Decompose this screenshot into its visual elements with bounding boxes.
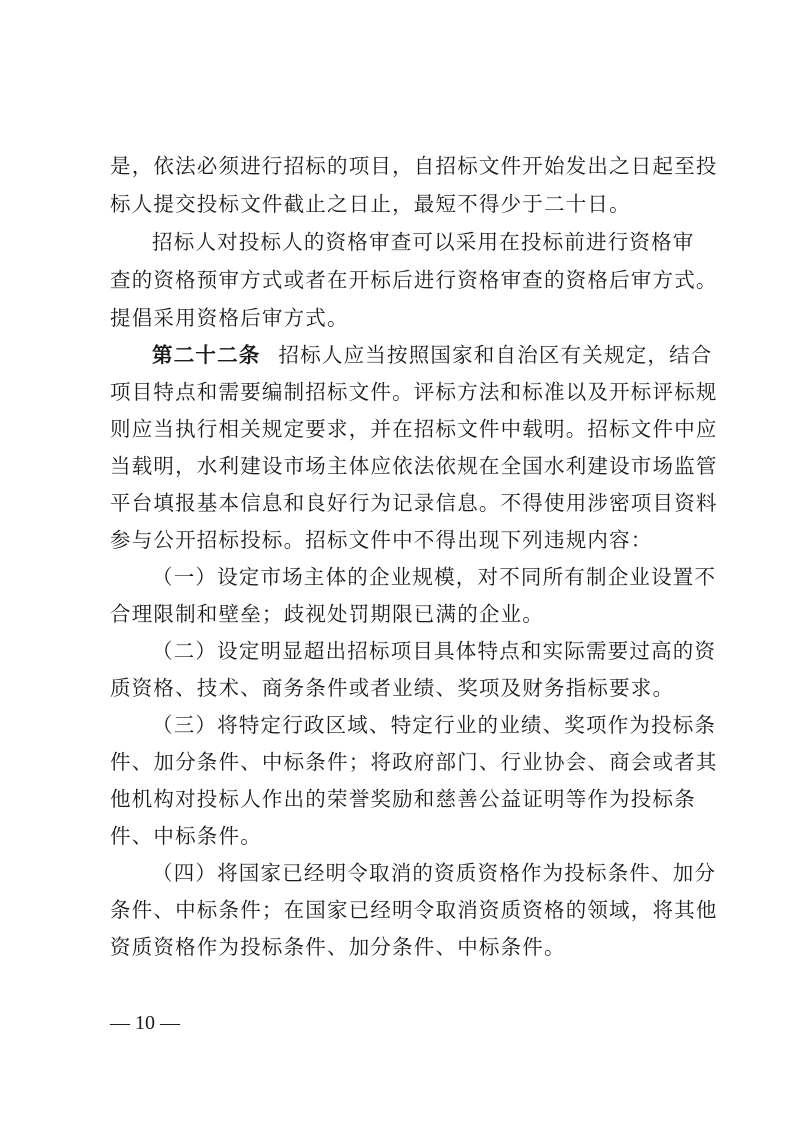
list-item-1-line: （一）设定市场主体的企业规模，对不同所有制企业设置不 [152, 565, 717, 589]
text-line: 件、中标条件。 [110, 824, 262, 848]
text-line: 件、加分条件、中标条件；将政府部门、行业协会、商会或者其 [110, 750, 718, 774]
text-line: 合理限制和壁垒；歧视处罚期限已满的企业。 [110, 602, 544, 626]
text-line: 平台填报基本信息和良好行为记录信息。不得使用涉密项目资料 [110, 491, 718, 515]
text-line: 参与公开招标投标。招标文件中不得出现下列违规内容： [110, 528, 653, 552]
text-line: 查的资格预审方式或者在开标后进行资格审查的资格后审方式。 [110, 268, 718, 292]
article-22-text: 招标人应当按照国家和自治区有关规定，结合 [278, 343, 713, 367]
text-line: 资质资格作为投标条件、加分条件、中标条件。 [110, 935, 566, 959]
text-line: 是，依法必须进行招标的项目，自招标文件开始发出之日起至投 [110, 154, 718, 178]
text-line: 他机构对投标人作出的荣誉奖励和慈善公益证明等作为投标条 [110, 787, 696, 811]
text-line: 提倡采用资格后审方式。 [110, 306, 349, 330]
article-22-first-line [152, 337, 713, 373]
list-item-2-line: （二）设定明显超出招标项目具体特点和实际需要过高的资 [152, 639, 717, 663]
text-line: 则应当执行相关规定要求，并在招标文件中载明。招标文件中应 [110, 417, 718, 441]
page-number: — 10 — [110, 1012, 180, 1034]
text-line: 当载明，水利建设市场主体应依法依规在全国水利建设市场监管 [110, 454, 718, 478]
article-22-heading: 第二十二条 [152, 343, 261, 367]
list-item-3-line: （三）将特定行政区域、特定行业的业绩、奖项作为投标条 [152, 713, 717, 737]
list-item-4-line: （四）将国家已经明令取消的资质资格作为投标条件、加分 [152, 861, 717, 885]
text-line: 条件、中标条件；在国家已经明令取消资质资格的领域，将其他 [110, 898, 718, 922]
text-line: 质资格、技术、商务条件或者业绩、奖项及财务指标要求。 [110, 676, 675, 700]
text-line: 项目特点和需要编制招标文件。评标方法和标准以及开标评标规 [110, 380, 718, 404]
paragraph-first-line: 招标人对投标人的资格审查可以采用在投标前进行资格审 [152, 230, 695, 254]
text-line: 标人提交投标文件截止之日止，最短不得少于二十日。 [110, 192, 631, 216]
